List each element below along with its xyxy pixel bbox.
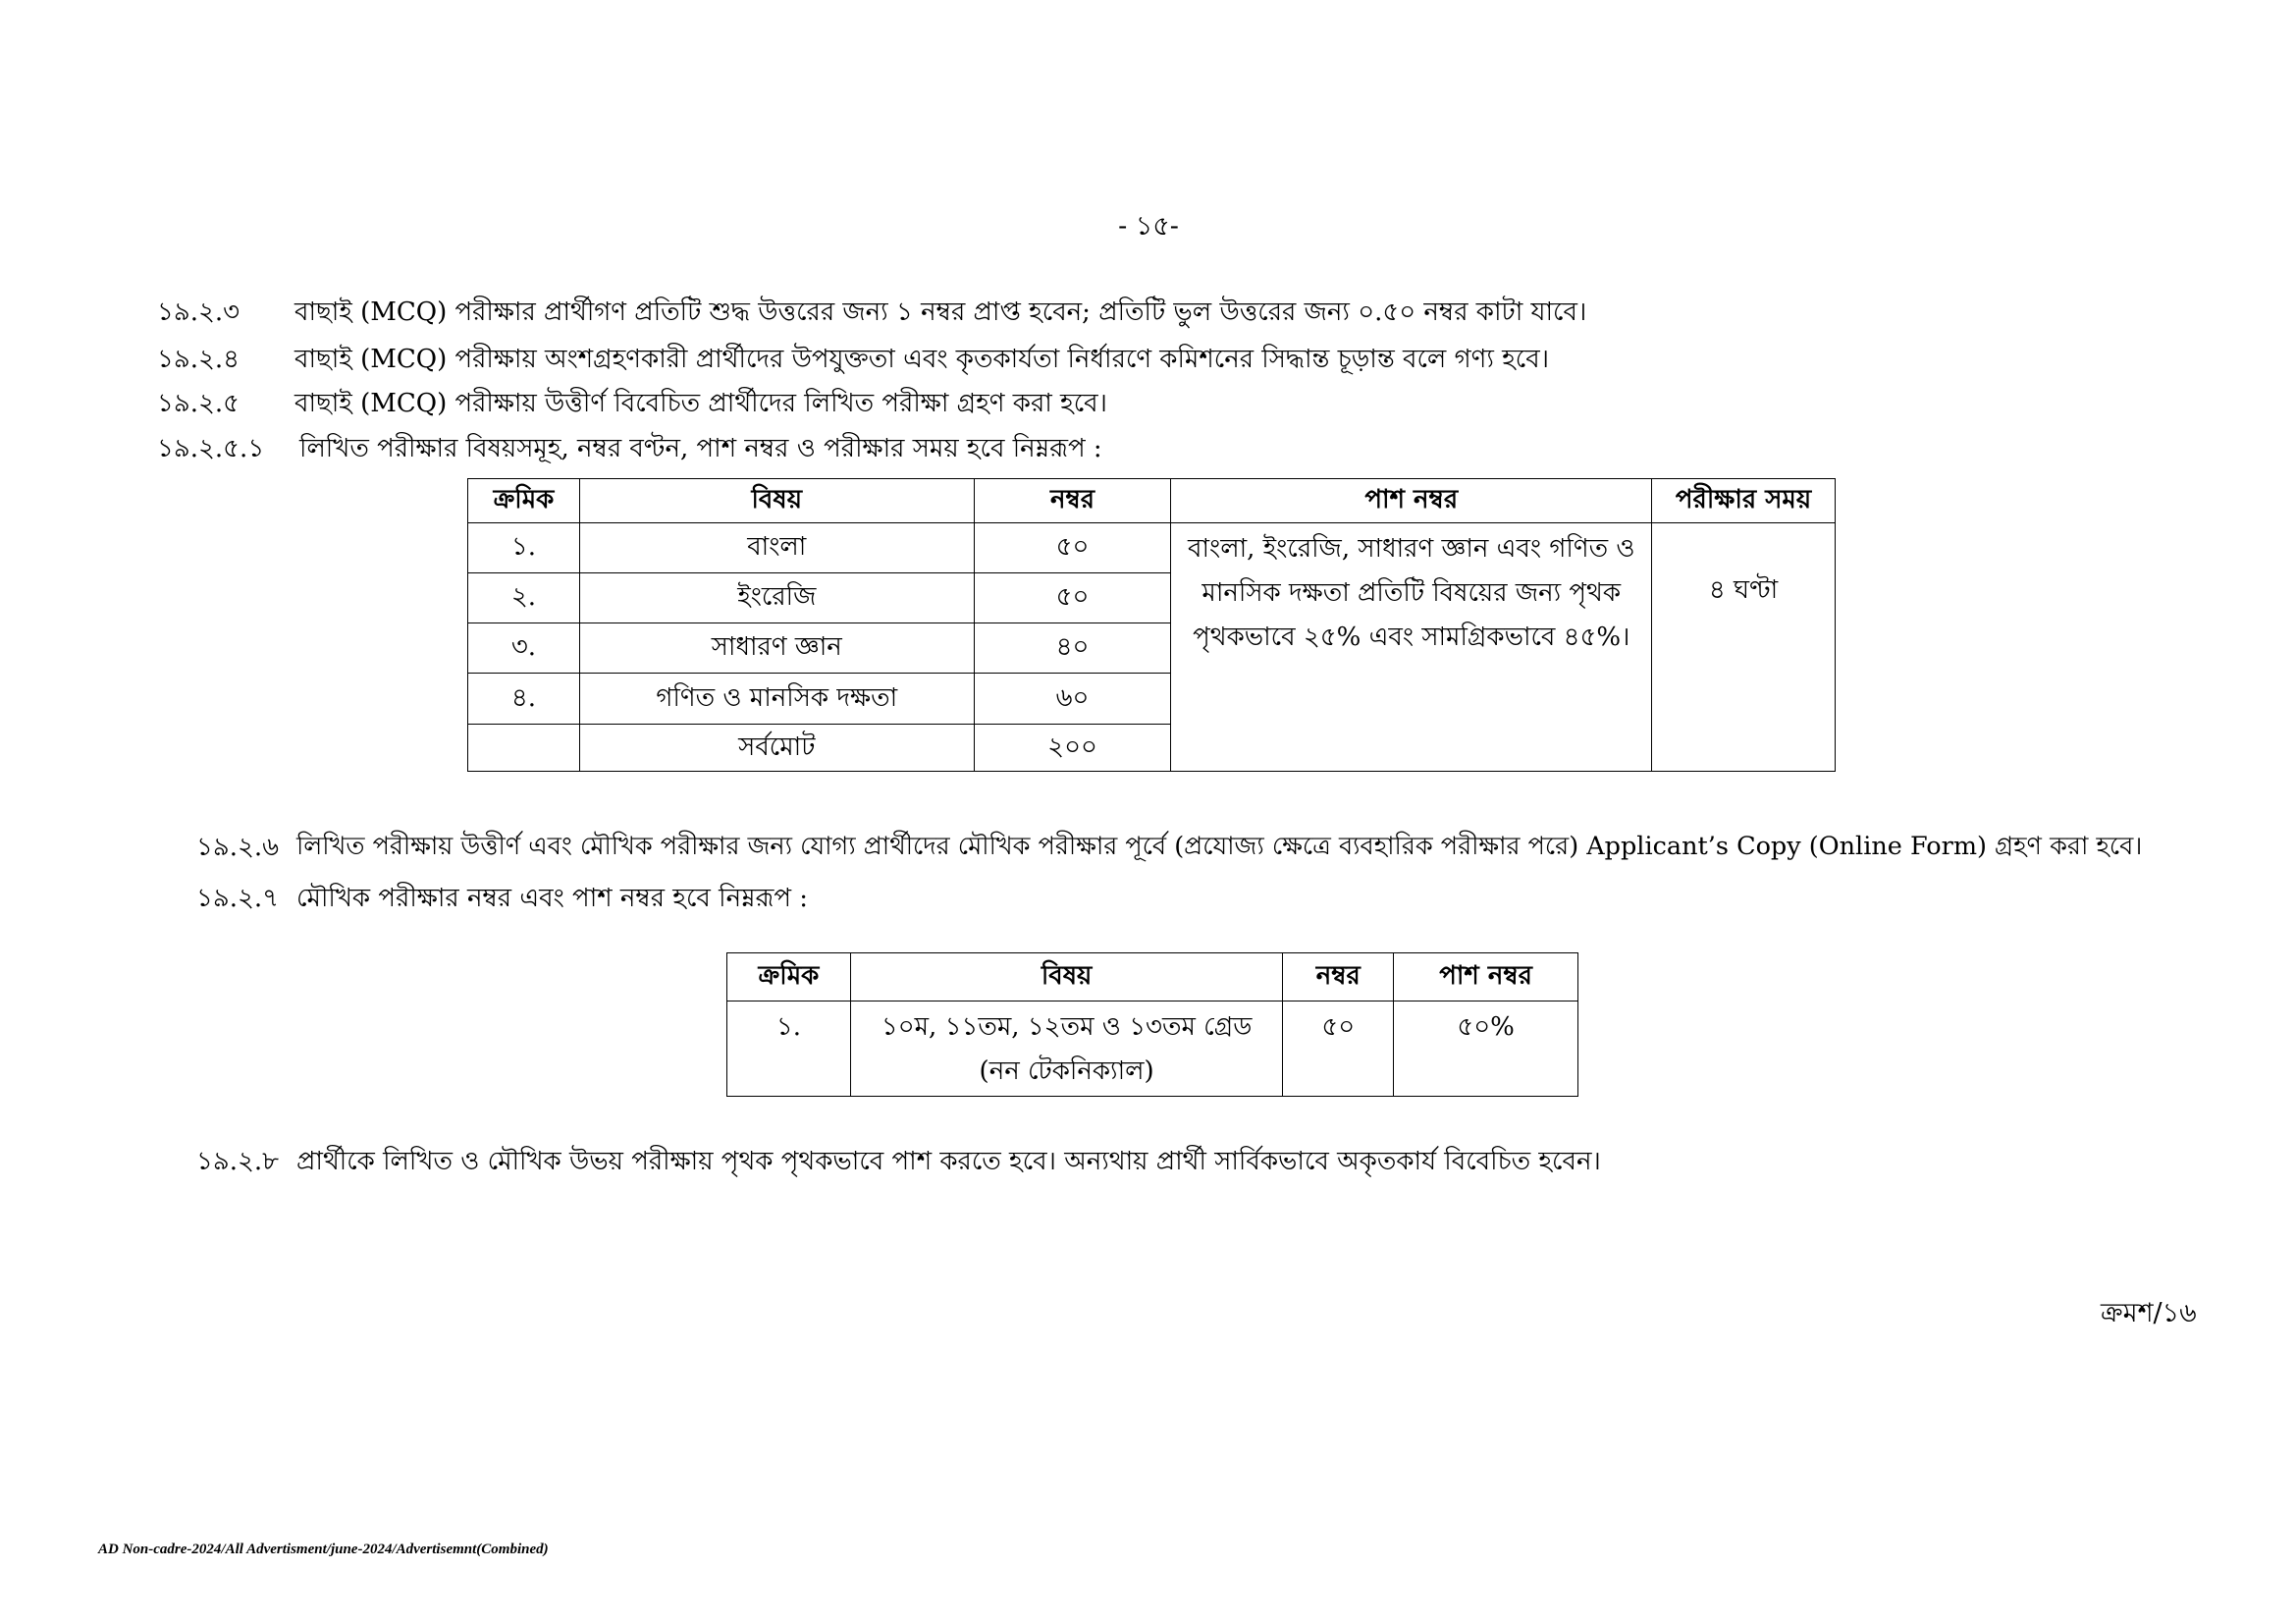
marks-cell: ৪০ [974,623,1171,674]
subject-cell [850,1001,1282,1097]
marks-cell: ২০০ [974,725,1171,772]
header-pass-marks: পাশ নম্বর [1171,479,1652,523]
table-header-row [727,953,1578,1001]
subject-cell: ইংরেজি [579,573,974,623]
clause-number: ১৯.২.৪ [157,345,240,374]
clause-text: মৌখিক পরীক্ষার নম্বর এবং পাশ নম্বর হবে নিম্নরূপ : [296,884,809,913]
serial-cell: ৪. [468,674,580,725]
marks-cell: ৬০ [974,674,1171,725]
subject-cell: সর্বমোট [579,725,974,772]
header-exam-time: পরীক্ষার সময় [1652,479,1836,523]
exam-time-cell: ৪ ঘণ্টা [1652,523,1836,772]
table-row [468,523,1836,573]
pass-marks-cell [1171,523,1652,772]
header-serial: ক্রমিক [468,479,580,523]
clause-number: ১৯.২.৩ [157,298,240,327]
pass-marks-line: পৃথকভাবে ২৫% এবং সামগ্রিকভাবে ৪৫%। [1193,623,1630,652]
table-row [727,1001,1578,1097]
marks-cell: ৫০ [974,573,1171,623]
header-subject: বিষয় [850,953,1282,1001]
serial-cell: ১. [468,523,580,573]
serial-cell [468,725,580,772]
clause-text: লিখিত পরীক্ষার বিষয়সমূহ, নম্বর বণ্টন, পাশ নম্বর ও পরীক্ষার সময় হবে নিম্নরূপ : [299,434,1102,463]
header-subject: বিষয় [579,479,974,523]
written-exam-table [467,478,1836,772]
subject-line: ১০ম, ১১তম, ১২তম ও ১৩তম গ্রেড [881,1012,1253,1042]
subject-cell: সাধারণ জ্ঞান [579,623,974,674]
pass-marks-line: মানসিক দক্ষতা প্রতিটি বিষয়ের জন্য পৃথক [1201,578,1622,608]
subject-line: (নন টেকনিক্যাল) [979,1056,1154,1086]
header-marks: নম্বর [1283,953,1394,1001]
marks-cell: ৫০ [974,523,1171,573]
marks-cell: ৫০ [1283,1001,1394,1097]
header-pass-marks: পাশ নম্বর [1394,953,1578,1001]
clause-number: ১৯.২.৬ [196,833,280,862]
page-number: - ১৫- [1118,211,1179,242]
table-header-row [468,479,1836,523]
clause-text: প্রার্থীকে লিখিত ও মৌখিক উভয় পরীক্ষায় পৃথক পৃথকভাবে পাশ করতে হবে। অন্যথায় প্রার্থী সার্বিকভাবে অকৃতকার্য বিবেচিত হবেন। [296,1147,1601,1176]
subject-cell: বাংলা [579,523,974,573]
clause-text: লিখিত পরীক্ষায় উত্তীর্ণ এবং মৌখিক পরীক্ষার জন্য যোগ্য প্রার্থীদের মৌখিক পরীক্ষার পূর্বে (প্রযোজ্য ক্ষেত্রে ব্যবহারিক পরীক্ষার পরে) Applicant’s Copy (Online Form) গ্রহণ করা হবে। [296,832,2143,861]
pass-marks-cell: ৫০% [1394,1001,1578,1097]
serial-cell: ২. [468,573,580,623]
clause-text: বাছাই (MCQ) পরীক্ষায় অংশগ্রহণকারী প্রার্থীদের উপযুক্ততা এবং কৃতকার্যতা নির্ধারণে কমিশনের সিদ্ধান্ত চূড়ান্ত বলে গণ্য হবে। [294,345,1550,374]
header-marks: নম্বর [974,479,1171,523]
serial-cell: ১. [727,1001,851,1097]
clause-text: বাছাই (MCQ) পরীক্ষায় উত্তীর্ণ বিবেচিত প্রার্থীদের লিখিত পরীক্ষা গ্রহণ করা হবে। [294,389,1107,418]
subject-cell: গণিত ও মানসিক দক্ষতা [579,674,974,725]
continued-note: ক্রমশ/১৬ [2101,1298,2197,1328]
pass-marks-line: বাংলা, ইংরেজি, সাধারণ জ্ঞান এবং গণিত ও [1188,534,1635,564]
viva-exam-table [726,952,1578,1097]
header-serial: ক্রমিক [727,953,851,1001]
clause-number: ১৯.২.৫ [157,389,240,418]
clause-number: ১৯.২.৫.১ [157,434,265,463]
clause-number: ১৯.২.৭ [196,884,280,913]
clause-text: বাছাই (MCQ) পরীক্ষার প্রার্থীগণ প্রতিটি শুদ্ধ উত্তরের জন্য ১ নম্বর প্রাপ্ত হবেন; প্রতিটি ভুল উত্তরের জন্য ০.৫০ নম্বর কাটা যাবে। [294,298,1587,327]
serial-cell: ৩. [468,623,580,674]
footer-path: AD Non-cadre-2024/All Advertisment/june-2024/Advertisemnt(Combined) [98,1542,549,1557]
clause-number: ১৯.২.৮ [196,1147,280,1176]
